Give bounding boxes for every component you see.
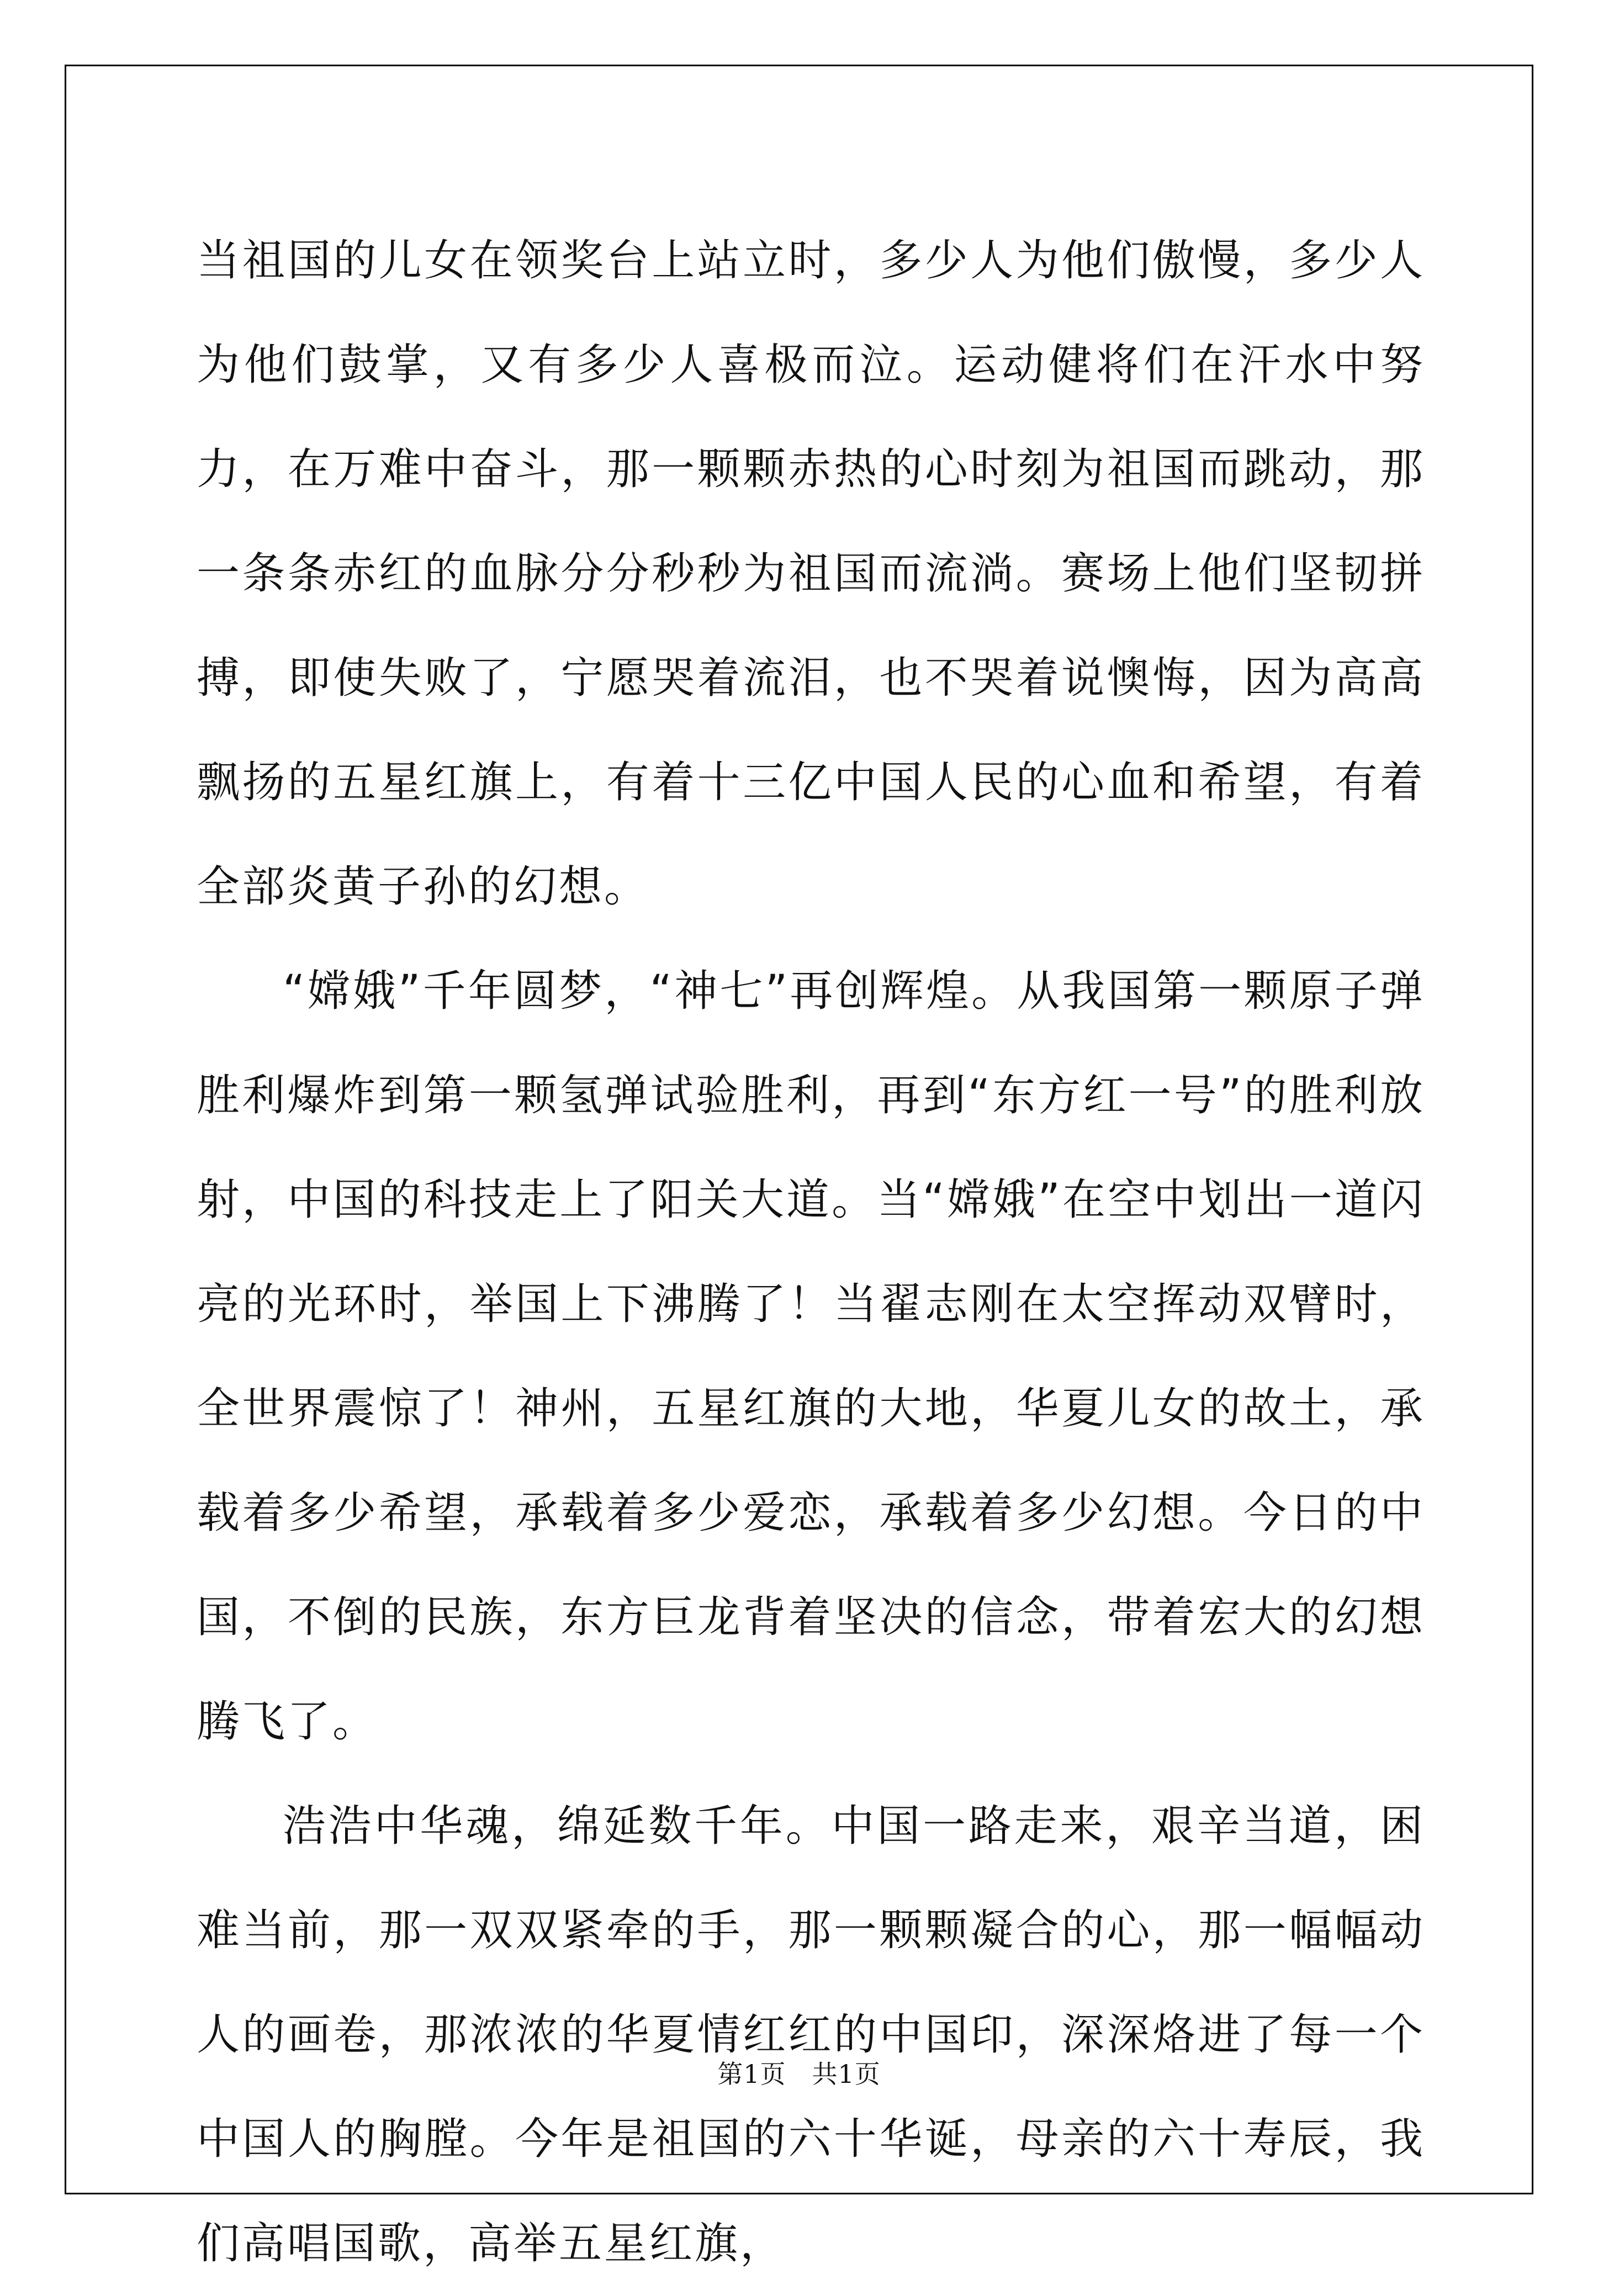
page-footer: 第1页 共1页 — [717, 2059, 881, 2089]
document-body — [197, 209, 1425, 2296]
paragraph-3: 浩浩中华魂，绵延数千年。中国一路走来，艰辛当道，困难当前，那一双双紧牵的手，那一颗颗凝合的心，那一幅幅动人的画卷，那浓浓的华夏情红红的中国印，深深烙进了每一个中国人的胸膛。今年是祖国的六十华诞，母亲的六十寿辰，我们高唱国歌，高举五星红旗， — [197, 1801, 1425, 2268]
paragraph-1: 当祖国的儿女在领奖台上站立时，多少人为他们傲慢，多少人为他们鼓掌，又有多少人喜极而泣。运动健将们在汗水中努力，在万难中奋斗，那一颗颗赤热的心时刻为祖国而跳动，那一条条赤红的血脉分分秒秒为祖国而流淌。赛场上他们坚韧拼搏，即使失败了，宁愿哭着流泪，也不哭着说懊悔，因为高高飘扬的五星红旗上，有着十三亿中国人民的心血和希望，有着全部炎黄子孙的幻想。 — [197, 236, 1425, 912]
paragraph-2: “嫦娥”千年圆梦，“神七”再创辉煌。从我国第一颗原子弹胜利爆炸到第一颗氢弹试验胜利，再到“东方红一号”的胜利放射，中国的科技走上了阳关大道。当“嫦娥”在空中划出一道闪亮的光环时，举国上下沸腾了！当翟志刚在太空挥动双臂时，全世界震惊了！神州，五星红旗的大地，华夏儿女的故土，承载着多少希望，承载着多少爱恋，承载着多少幻想。今日的中国，不倒的民族，东方巨龙背着坚决的信念，带着宏大的幻想腾飞了。 — [197, 966, 1425, 1747]
